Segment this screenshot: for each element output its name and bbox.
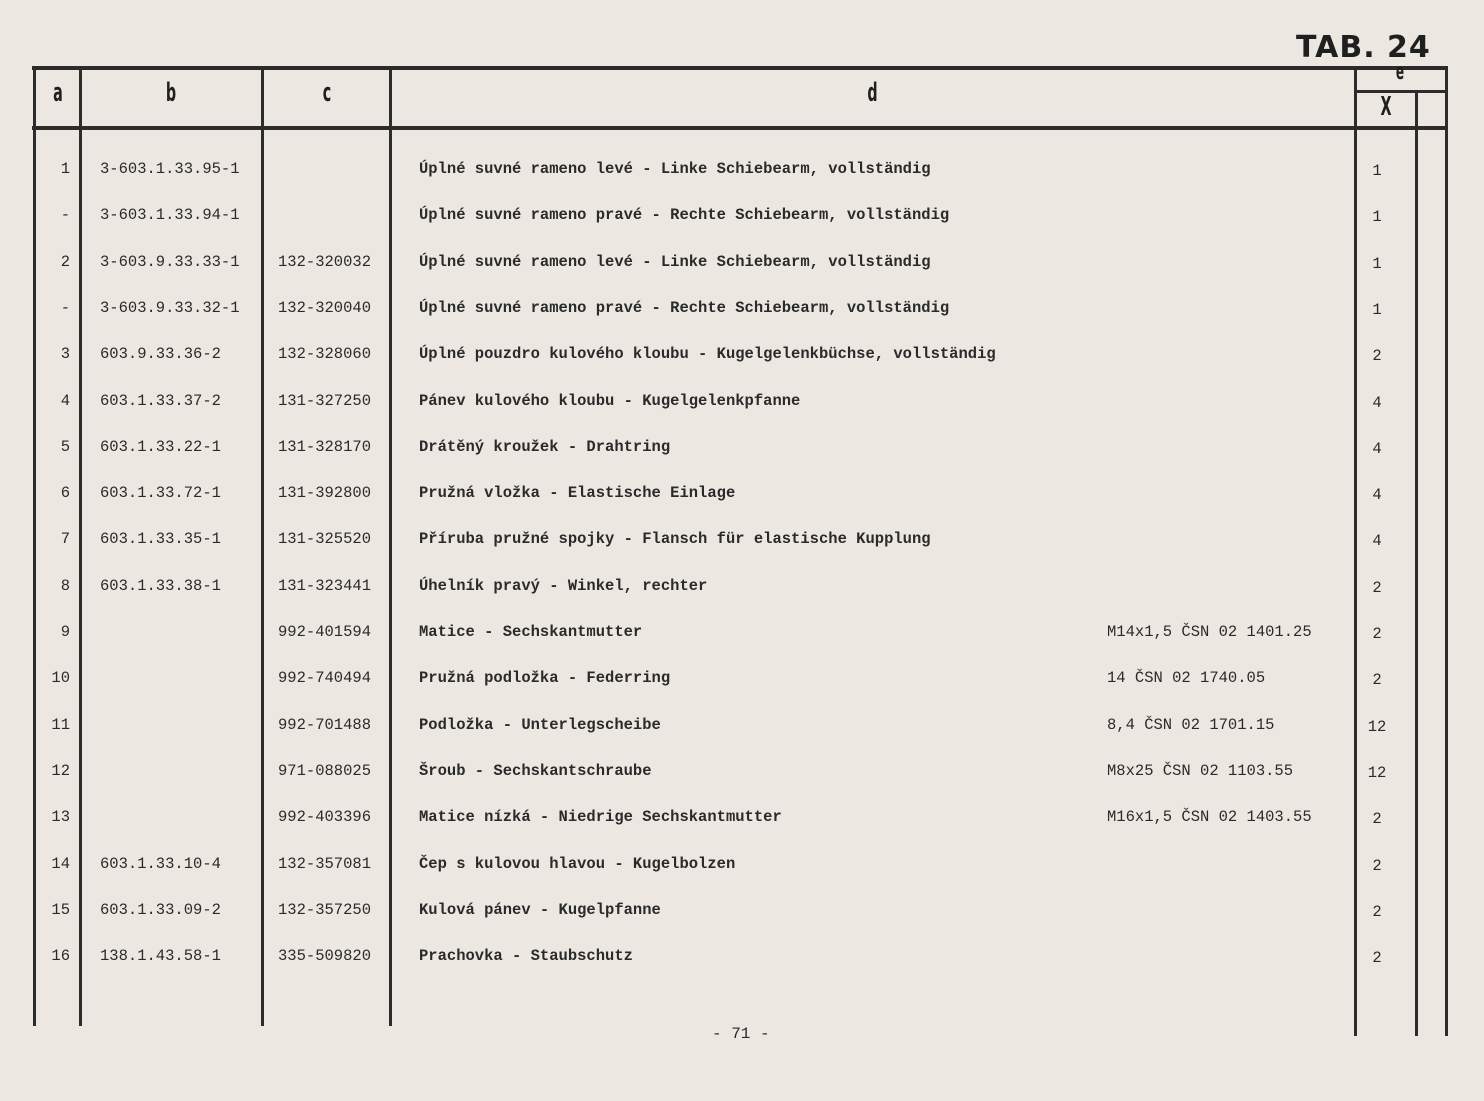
cell-drawing-number: 3-603.1.33.94-1 — [100, 206, 240, 224]
cell-quantity: 1 — [1372, 162, 1382, 180]
cell-part-number: 132-328060 — [278, 345, 372, 363]
cell-position: 12 — [51, 762, 70, 780]
cell-description: Pružná podložka - Federring — [419, 669, 671, 687]
header-d: d — [867, 78, 878, 108]
cell-part-number: 132-357250 — [278, 901, 372, 919]
header-b: b — [165, 78, 177, 108]
cell-position: 13 — [51, 808, 70, 826]
header-x: X — [1380, 92, 1392, 122]
cell-description: Úplné suvné rameno levé - Linke Schiebearm, vollständig — [419, 253, 931, 271]
cell-description: Úplné pouzdro kulového kloubu - Kugelgelenkbüchse, vollständig — [419, 345, 996, 363]
cell-description: Prachovka - Staubschutz — [419, 947, 633, 965]
cell-quantity: 2 — [1372, 347, 1382, 365]
cell-description: Šroub - Sechskantschraube — [419, 762, 652, 780]
cell-position: 4 — [60, 392, 70, 410]
cell-description: Matice nízká - Niedrige Sechskantmutter — [419, 808, 782, 826]
cell-drawing-number: 603.1.33.35-1 — [100, 530, 221, 548]
cell-position: 2 — [60, 253, 70, 271]
cell-quantity: 2 — [1372, 949, 1382, 967]
cell-drawing-number: 3-603.9.33.33-1 — [100, 253, 240, 271]
cell-specification: M16x1,5 ČSN 02 1403.55 — [1107, 808, 1312, 826]
page-number: - 71 - — [712, 1025, 770, 1043]
cell-position: - — [60, 299, 70, 317]
cell-part-number: 131-323441 — [278, 577, 372, 595]
cell-description: Podložka - Unterlegscheibe — [419, 716, 661, 734]
cell-part-number: 132-357081 — [278, 855, 372, 873]
cell-drawing-number: 603.9.33.36-2 — [100, 345, 221, 363]
cell-quantity: 2 — [1372, 625, 1382, 643]
cell-description: Pánev kulového kloubu - Kugelgelenkpfanne — [419, 392, 801, 410]
cell-description: Úplné suvné rameno pravé - Rechte Schiebearm, vollständig — [419, 299, 950, 317]
cell-position: 14 — [51, 855, 70, 873]
cell-part-number: 131-328170 — [278, 438, 372, 456]
header-c: c — [322, 78, 332, 108]
cell-quantity: 12 — [1367, 718, 1387, 736]
cell-drawing-number: 3-603.9.33.32-1 — [100, 299, 240, 317]
cell-part-number: 971-088025 — [278, 762, 372, 780]
cell-quantity: 12 — [1367, 764, 1387, 782]
cell-drawing-number: 603.1.33.38-1 — [100, 577, 221, 595]
cell-description: Příruba pružné spojky - Flansch für elastische Kupplung — [419, 530, 931, 548]
cell-quantity: 4 — [1372, 486, 1382, 504]
cell-description: Kulová pánev - Kugelpfanne — [419, 901, 661, 919]
cell-description: Úplné suvné rameno pravé - Rechte Schiebearm, vollständig — [419, 206, 950, 224]
cell-quantity: 2 — [1372, 671, 1382, 689]
cell-drawing-number: 603.1.33.37-2 — [100, 392, 221, 410]
cell-position: - — [60, 206, 70, 224]
cell-part-number: 992-740494 — [278, 669, 372, 687]
cell-drawing-number: 138.1.43.58-1 — [100, 947, 221, 965]
cell-part-number: 131-327250 — [278, 392, 372, 410]
cell-drawing-number: 603.1.33.22-1 — [100, 438, 221, 456]
cell-description: Matice - Sechskantmutter — [419, 623, 643, 641]
cell-quantity: 2 — [1372, 903, 1382, 921]
cell-drawing-number: 603.1.33.10-4 — [100, 855, 221, 873]
cell-description: Úplné suvné rameno levé - Linke Schiebearm, vollständig — [419, 160, 931, 178]
cell-description: Drátěný kroužek - Drahtring — [419, 438, 671, 456]
cell-position: 7 — [60, 530, 70, 548]
cell-drawing-number: 603.1.33.09-2 — [100, 901, 221, 919]
cell-description: Čep s kulovou hlavou - Kugelbolzen — [419, 855, 736, 873]
cell-position: 3 — [60, 345, 70, 363]
cell-specification: 14 ČSN 02 1740.05 — [1107, 669, 1266, 687]
cell-part-number: 132-320040 — [278, 299, 372, 317]
cell-position: 10 — [51, 669, 70, 687]
cell-position: 6 — [60, 484, 70, 502]
cell-specification: 8,4 ČSN 02 1701.15 — [1107, 716, 1275, 734]
cell-description: Pružná vložka - Elastische Einlage — [419, 484, 736, 502]
cell-part-number: 335-509820 — [278, 947, 372, 965]
cell-position: 5 — [60, 438, 70, 456]
cell-quantity: 4 — [1372, 394, 1382, 412]
cell-part-number: 131-325520 — [278, 530, 372, 548]
cell-part-number: 992-401594 — [278, 623, 372, 641]
cell-specification: M14x1,5 ČSN 02 1401.25 — [1107, 623, 1312, 641]
cell-position: 9 — [60, 623, 70, 641]
header-a: a — [53, 78, 63, 108]
cell-part-number: 992-701488 — [278, 716, 372, 734]
cell-part-number: 992-403396 — [278, 808, 372, 826]
cell-drawing-number: 603.1.33.72-1 — [100, 484, 221, 502]
cell-quantity: 2 — [1372, 810, 1382, 828]
cell-quantity: 2 — [1372, 579, 1382, 597]
cell-quantity: 4 — [1372, 532, 1382, 550]
cell-quantity: 1 — [1372, 255, 1382, 273]
cell-position: 16 — [51, 947, 70, 965]
cell-part-number: 131-392800 — [278, 484, 372, 502]
cell-quantity: 1 — [1372, 208, 1382, 226]
cell-position: 8 — [60, 577, 70, 595]
cell-specification: M8x25 ČSN 02 1103.55 — [1107, 762, 1294, 780]
cell-position: 15 — [51, 901, 70, 919]
cell-position: 1 — [60, 160, 70, 178]
cell-description: Úhelník pravý - Winkel, rechter — [419, 577, 708, 595]
cell-position: 11 — [51, 716, 70, 734]
cell-part-number: 132-320032 — [278, 253, 372, 271]
cell-drawing-number: 3-603.1.33.95-1 — [100, 160, 240, 178]
tab-label: TAB. 24 — [1296, 30, 1431, 65]
header-e: e — [1395, 60, 1405, 85]
cell-quantity: 4 — [1372, 440, 1382, 458]
cell-quantity: 1 — [1372, 301, 1382, 319]
cell-quantity: 2 — [1372, 857, 1382, 875]
